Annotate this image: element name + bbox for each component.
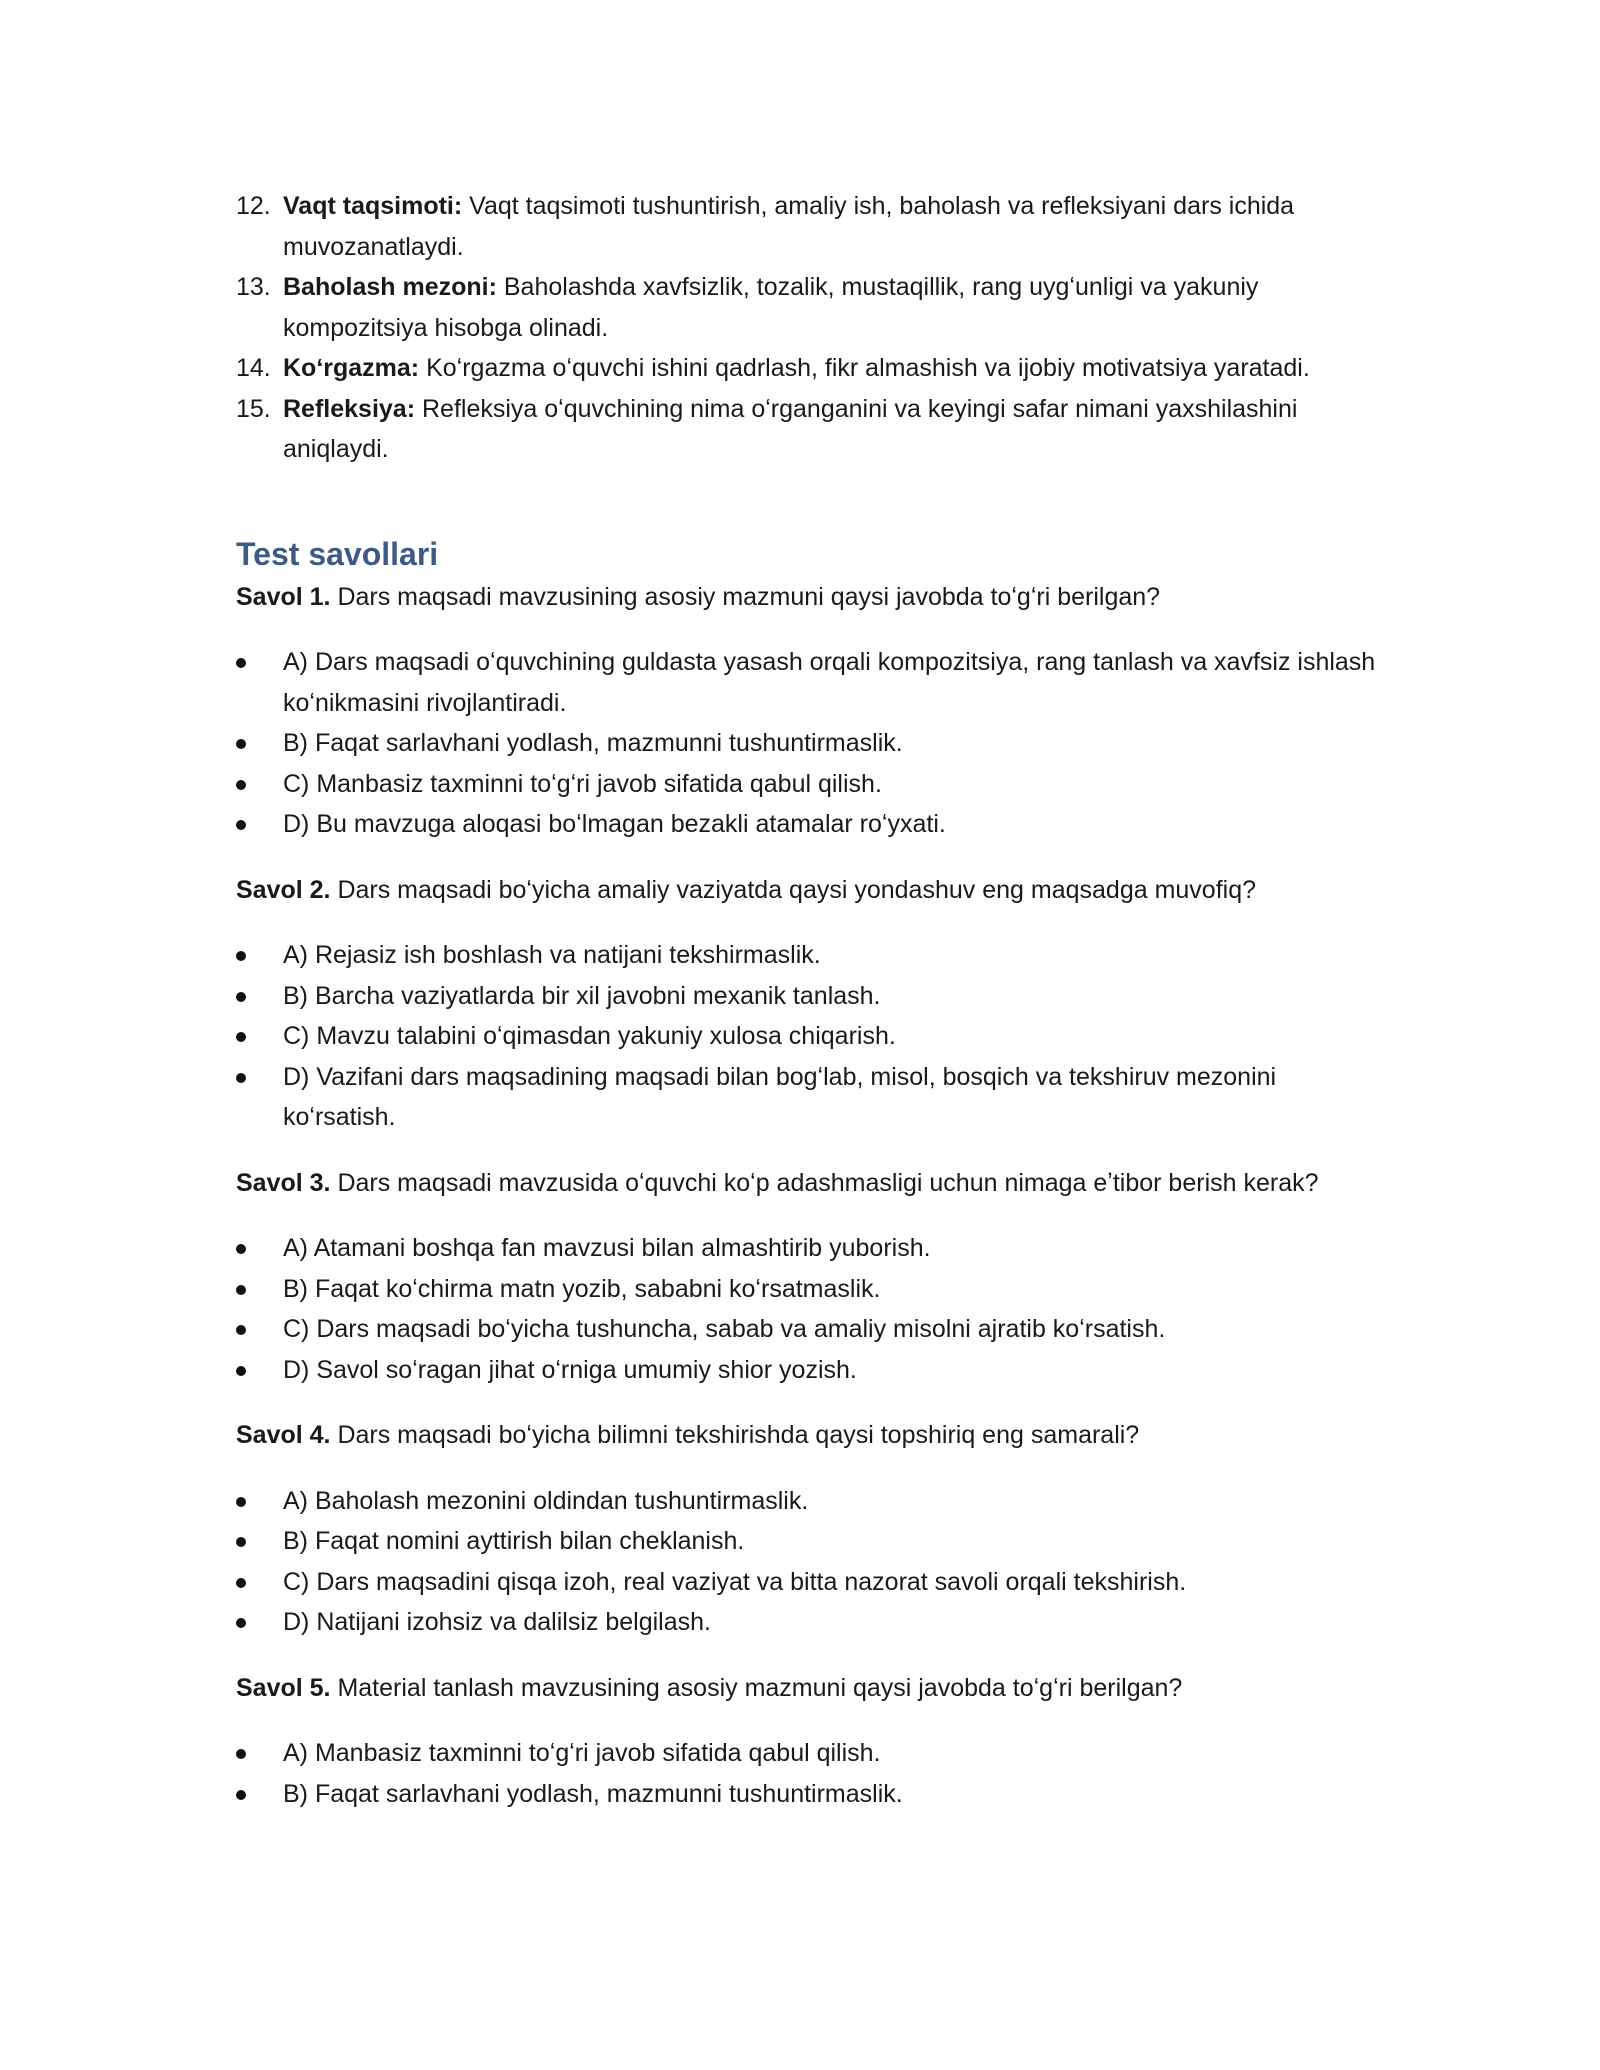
answer-option [236,1562,1376,1603]
answer-option [236,1309,1376,1350]
question-label: Savol 2. [236,875,331,904]
answer-option [236,976,1376,1017]
answer-option [236,1269,1376,1310]
answer-text: B) Faqat sarlavhani yodlash, mazmunni tushuntirmaslik. [283,729,903,757]
question-block [236,870,1376,1138]
answer-option [236,1228,1376,1269]
list-item [236,348,1376,389]
question-label: Savol 1. [236,582,331,611]
question-block [236,1163,1376,1391]
answer-options [236,1481,1376,1643]
answer-text: C) Mavzu talabini oʻqimasdan yakuniy xulosa chiqarish. [283,1022,896,1050]
answer-text: D) Natijani izohsiz va dalilsiz belgilash. [283,1608,711,1636]
answer-option [236,1774,1376,1815]
bullet-icon [236,1497,246,1507]
answer-text: B) Faqat nomini ayttirish bilan cheklanish. [283,1527,745,1555]
list-text: Refleksiya oʻquvchining nima oʻrganganini va keyingi safar nimani yaxshilashini aniqlaydi. [283,394,1298,463]
question-body: Dars maqsadi boʻyicha bilimni tekshirishda qaysi topshiriq eng samarali? [337,1421,1140,1449]
answer-option [236,804,1376,845]
bullet-icon [236,780,246,790]
answer-text: A) Manbasiz taxminni toʻgʻri javob sifatida qabul qilish. [283,1739,881,1767]
bullet-icon [236,1285,246,1295]
answer-options [236,1733,1376,1814]
list-text: Baholashda xavfsizlik, tozalik, mustaqillik, rang uygʻunligi va yakuniy kompozitsiya hisobga olinadi. [283,273,1259,342]
bullet-icon [236,658,246,668]
answer-text: A) Dars maqsadi oʻquvchining guldasta yasash orqali kompozitsiya, rang tanlash va xavfsiz ishlash koʻnikmasini rivojlantiradi. [283,648,1376,717]
answer-option [236,764,1376,805]
answer-option [236,723,1376,764]
question-text [236,1415,1376,1456]
bullet-icon [236,1032,246,1042]
answer-option [236,935,1376,976]
bullet-icon [236,1618,246,1628]
bullet-icon [236,1578,246,1588]
question-text [236,1668,1376,1709]
answer-text: D) Bu mavzuga aloqasi boʻlmagan bezakli atamalar roʻyxati. [283,810,946,838]
question-text [236,1163,1376,1204]
bullet-icon [236,1325,246,1335]
bullet-icon [236,1073,246,1083]
answer-option [236,1057,1376,1138]
bullet-icon [236,1790,246,1800]
question-block [236,1668,1376,1815]
question-body: Dars maqsadi mavzusining asosiy mazmuni qaysi javobda toʻgʻri berilgan? [337,582,1161,611]
list-number: 12. [236,192,271,220]
answer-text: A) Atamani boshqa fan mavzusi bilan almashtirib yuborish. [283,1234,931,1262]
answer-text: D) Savol soʻragan jihat oʻrniga umumiy shior yozish. [283,1355,857,1384]
answer-text: B) Faqat sarlavhani yodlash, mazmunni tushuntirmaslik. [283,1779,903,1808]
document-page [236,186,1376,1814]
bullet-icon [236,739,246,749]
list-number: 15. [236,394,271,423]
answer-option [236,1350,1376,1391]
question-block [236,1415,1376,1643]
list-item [236,267,1376,348]
answer-options [236,642,1376,845]
list-term: Refleksiya: [283,394,416,423]
list-item [236,186,1376,267]
numbered-list [236,186,1376,470]
answer-text: B) Faqat koʻchirma matn yozib, sababni koʻrsatmaslik. [283,1274,881,1303]
list-number: 13. [236,273,271,301]
list-text: Koʻrgazma oʻquvchi ishini qadrlash, fikr almashish va ijobiy motivatsiya yaratadi. [426,354,1310,382]
answer-text: D) Vazifani dars maqsadining maqsadi bilan bogʻlab, misol, bosqich va tekshiruv mezonini koʻrsatish. [283,1062,1277,1131]
answer-text: C) Dars maqsadi boʻyicha tushuncha, sabab va amaliy misolni ajratib koʻrsatish. [283,1315,1166,1343]
answer-option [236,1521,1376,1562]
list-text: Vaqt taqsimoti tushuntirish, amaliy ish, baholash va refleksiyani dars ichida muvozanatlaydi. [283,192,1295,261]
question-text [236,577,1376,618]
answer-option [236,1481,1376,1522]
answer-text: C) Dars maqsadini qisqa izoh, real vaziyat va bitta nazorat savoli orqali tekshirish. [283,1567,1187,1596]
answer-text: C) Manbasiz taxminni toʻgʻri javob sifatida qabul qilish. [283,769,882,798]
answer-text: A) Baholash mezonini oldindan tushuntirmaslik. [283,1486,809,1515]
bullet-icon [236,1244,246,1254]
list-item [236,389,1376,470]
question-body: Material tanlash mavzusining asosiy mazmuni qaysi javobda toʻgʻri berilgan? [337,1673,1183,1702]
answer-option [236,1733,1376,1774]
list-term: Baholash mezoni: [283,273,497,301]
bullet-icon [236,992,246,1002]
question-label: Savol 4. [236,1421,331,1449]
answer-text: A) Rejasiz ish boshlash va natijani tekshirmaslik. [283,941,821,969]
list-number: 14. [236,354,271,382]
section-heading: Test savollari [236,535,439,572]
question-body: Dars maqsadi boʻyicha amaliy vaziyatda qaysi yondashuv eng maqsadga muvofiq? [337,875,1257,904]
answer-option [236,642,1376,723]
answer-text: B) Barcha vaziyatlarda bir xil javobni mexanik tanlash. [283,981,881,1010]
bullet-icon [236,1749,246,1759]
bullet-icon [236,820,246,830]
question-body: Dars maqsadi mavzusida oʻquvchi koʻp adashmasligi uchun nimaga eʼtibor berish kerak? [337,1168,1319,1197]
question-text [236,870,1376,911]
bullet-icon [236,1537,246,1547]
question-block [236,577,1376,845]
question-label: Savol 5. [236,1673,331,1702]
answer-option [236,1016,1376,1057]
bullet-icon [236,951,246,961]
bullet-icon [236,1366,246,1376]
question-label: Savol 3. [236,1168,331,1197]
list-term: Koʻrgazma: [283,354,420,382]
answer-option [236,1602,1376,1643]
answer-options [236,1228,1376,1390]
list-term: Vaqt taqsimoti: [283,192,463,220]
answer-options [236,935,1376,1138]
